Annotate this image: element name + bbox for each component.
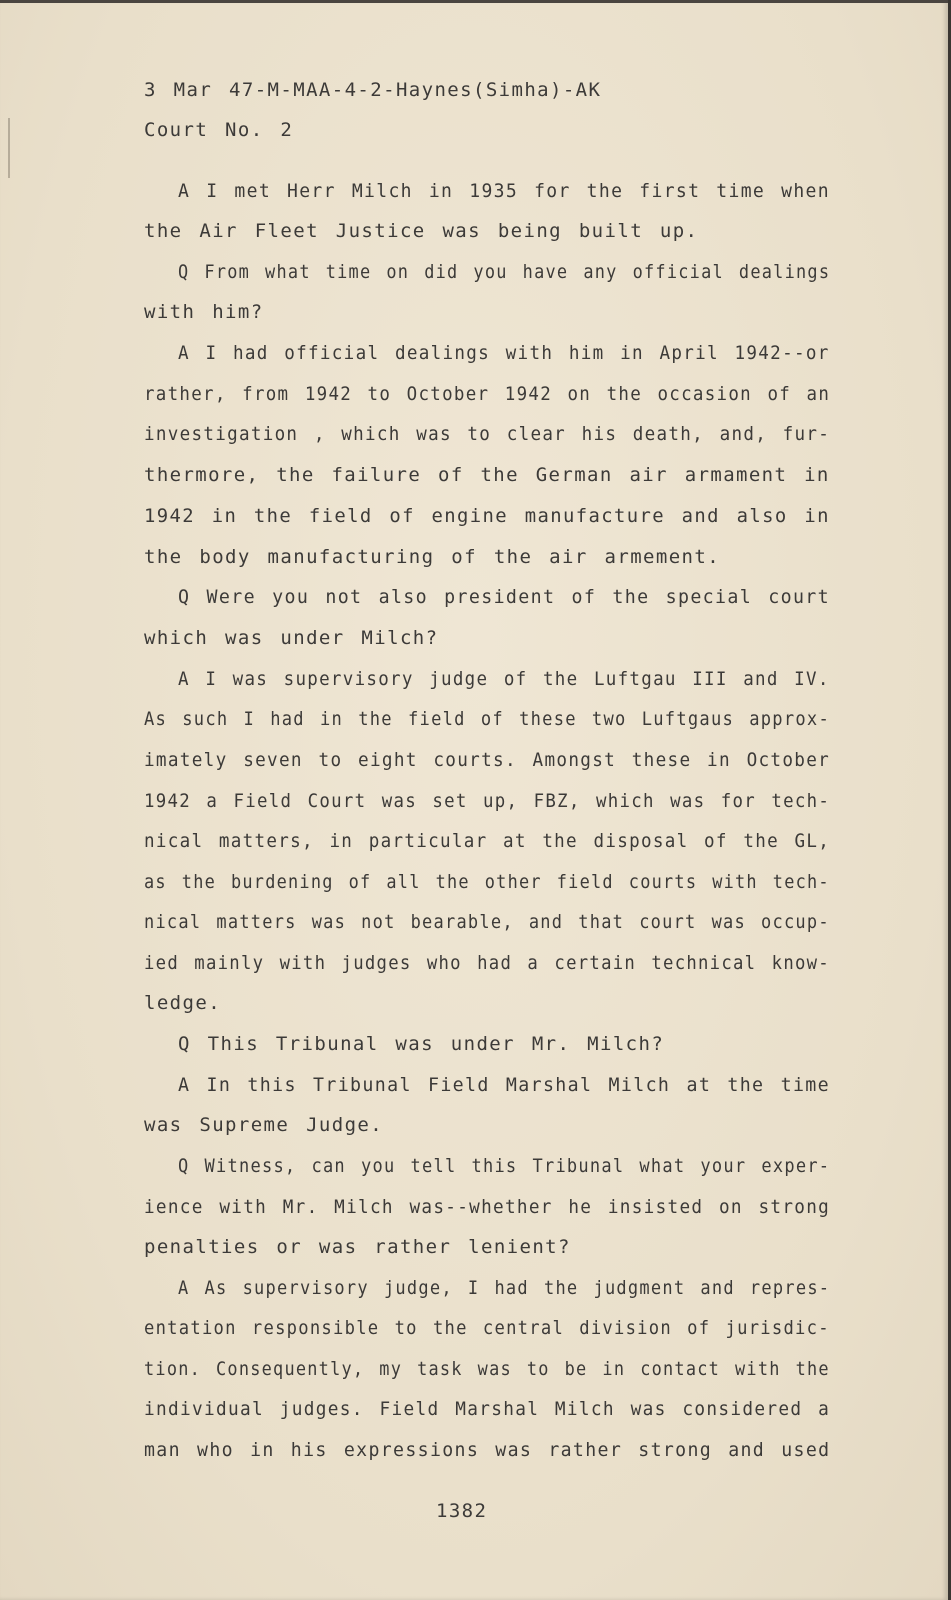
- margin-mark: [8, 118, 10, 178]
- transcript-line: the body manufacturing of the air armement.: [144, 546, 721, 568]
- transcript-line: A I met Herr Milch in 1935 for the first time when: [178, 180, 830, 202]
- transcript-line: was Supreme Judge.: [144, 1114, 384, 1136]
- transcript-line: as the burdening of all the other field courts with tech-: [144, 871, 830, 893]
- transcript-line: A I had official dealings with him in April 1942--or: [178, 342, 830, 364]
- transcript-line: nical matters was not bearable, and that court was occup-: [144, 911, 830, 933]
- transcript-line: nical matters, in particular at the disposal of the GL,: [144, 830, 831, 852]
- transcript-line: with him?: [144, 301, 264, 323]
- transcript-line: the Air Fleet Justice was being built up.: [144, 220, 699, 242]
- transcript-line: A As supervisory judge, I had the judgment and repres-: [178, 1277, 831, 1299]
- transcript-line: ience with Mr. Milch was--whether he insisted on strong: [144, 1196, 831, 1218]
- transcript-line: As such I had in the field of these two Luftgaus approx-: [144, 708, 830, 730]
- transcript-line: individual judges. Field Marshal Milch was considered a: [144, 1398, 831, 1420]
- transcript-line: imately seven to eight courts. Amongst these in October: [144, 749, 831, 771]
- transcript-line: entation responsible to the central division of jurisdic-: [144, 1317, 830, 1339]
- transcript-line: A I was supervisory judge of the Luftgau III and IV.: [178, 668, 830, 690]
- transcript-line: penalties or was rather lenient?: [144, 1236, 571, 1258]
- court-line: Court No. 2: [144, 119, 294, 141]
- transcript-line: thermore, the failure of the German air armament in: [144, 464, 830, 486]
- transcript-line: rather, from 1942 to October 1942 on the occasion of an: [144, 383, 831, 405]
- page-number: 1382: [436, 1500, 488, 1522]
- transcript-line: Q From what time on did you have any official dealings: [178, 261, 831, 283]
- transcript-line: ied mainly with judges who had a certain technical know-: [144, 952, 830, 974]
- transcript-line: investigation , which was to clear his death, and, fur-: [144, 423, 831, 445]
- transcript-line: tion. Consequently, my task was to be in contact with the: [144, 1358, 830, 1380]
- transcript-line: Q Were you not also president of the special court: [178, 586, 830, 608]
- transcript-line: 1942 a Field Court was set up, FBZ, which was for tech-: [144, 790, 831, 812]
- transcript-line: Q Witness, can you tell this Tribunal what your exper-: [178, 1155, 831, 1177]
- transcript-line: Q This Tribunal was under Mr. Milch?: [178, 1033, 665, 1055]
- transcript-line: 1942 in the field of engine manufacture and also in: [144, 505, 830, 527]
- transcript-line: A In this Tribunal Field Marshal Milch at the time: [178, 1074, 830, 1096]
- transcript-line: ledge.: [144, 992, 222, 1014]
- transcript-line: man who in his expressions was rather strong and used: [144, 1439, 831, 1461]
- page-edge: [0, 0, 948, 3]
- reference-line: 3 Mar 47-M-MAA-4-2-Haynes(Simha)-AK: [144, 79, 602, 101]
- transcript-line: which was under Milch?: [144, 627, 439, 649]
